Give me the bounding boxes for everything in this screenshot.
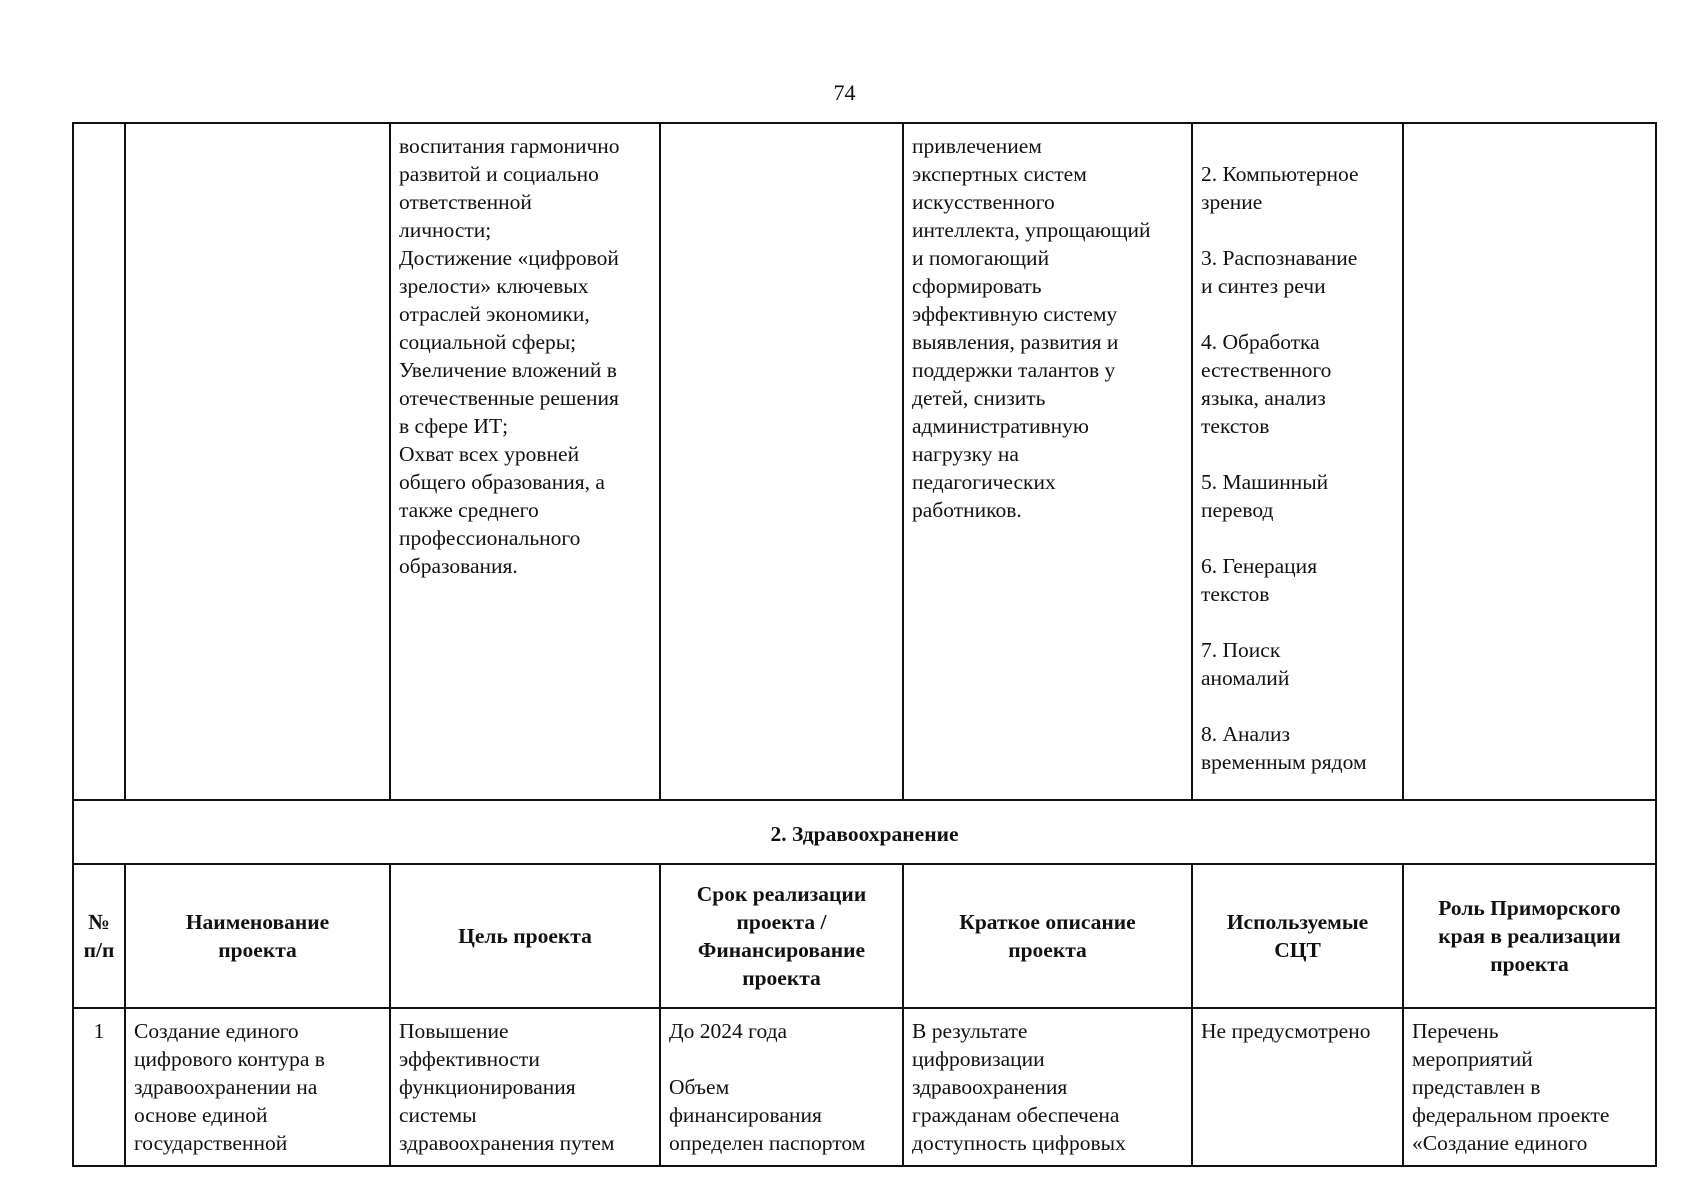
technology-item: 3. Распознавание и синтез речи [1201,246,1358,298]
header-name: Наименование проекта [125,864,390,1008]
cont-name-cell [125,123,390,800]
section-row [73,800,1656,864]
row-description: В результате цифровизации здравоохранения гражданам обеспечена доступность цифровых [903,1008,1192,1166]
cont-goal-cell [390,123,660,800]
technology-item: 6. Генерация текстов [1201,554,1318,606]
row-term: До 2024 года Объем финансирования определен паспортом [660,1008,903,1166]
header-role: Роль Приморского края в реализации проекта [1403,864,1656,1008]
header-row [73,864,1656,1008]
cont-description-cell [903,123,1192,800]
continuation-row [73,123,1656,800]
row-technologies: Не предусмотрено [1192,1008,1403,1166]
table-row [73,1008,1656,1166]
header-technologies: Используемые СЦТ [1192,864,1403,1008]
row-goal: Повышение эффективности функционирования системы здравоохранения путем [390,1008,660,1166]
header-num: № п/п [73,864,125,1008]
header-description: Краткое описание проекта [903,864,1192,1008]
section-title: 2. Здравоохранение [73,800,1656,864]
cont-num-cell [73,123,125,800]
cont-technologies-cell [1192,123,1403,800]
technology-item: 7. Поиск аномалий [1201,638,1290,690]
technology-item: 2. Компьютерное зрение [1201,162,1359,214]
header-goal: Цель проекта [390,864,660,1008]
technology-item: 8. Анализ временным рядом [1201,722,1367,774]
projects-table [72,122,1657,1167]
technology-item: 4. Обработка естественного языка, анализ текстов [1201,330,1332,438]
cont-description-text: привлечением экспертных систем искусственного интеллекта, упрощающий и помогающий сформировать эффективную систему выявления, развития и поддержки талантов у детей, снизить административную нагрузку на педагогических работников. [912,134,1151,522]
row-num: 1 [73,1008,125,1166]
cont-role-cell [1403,123,1656,800]
cont-term-cell [660,123,903,800]
row-role: Перечень мероприятий представлен в федеральном проекте «Создание единого [1403,1008,1656,1166]
technologies-list [1201,132,1394,776]
page-number: 74 [833,80,856,105]
row-name: Создание единого цифрового контура в здравоохранении на основе единой государственной [125,1008,390,1166]
technology-item: 5. Машинный перевод [1201,470,1329,522]
cont-goal-text: воспитания гармонично развитой и социально ответственной личности; Достижение «цифровой зрелости» ключевых отраслей экономики, социальной сферы; Увеличение вложений в отечественные решения в сфере ИТ; Охват всех уровней общего образования, а также среднего профессионального образования. [399,134,620,578]
header-term: Срок реализации проекта / Финансирование проекта [660,864,903,1008]
